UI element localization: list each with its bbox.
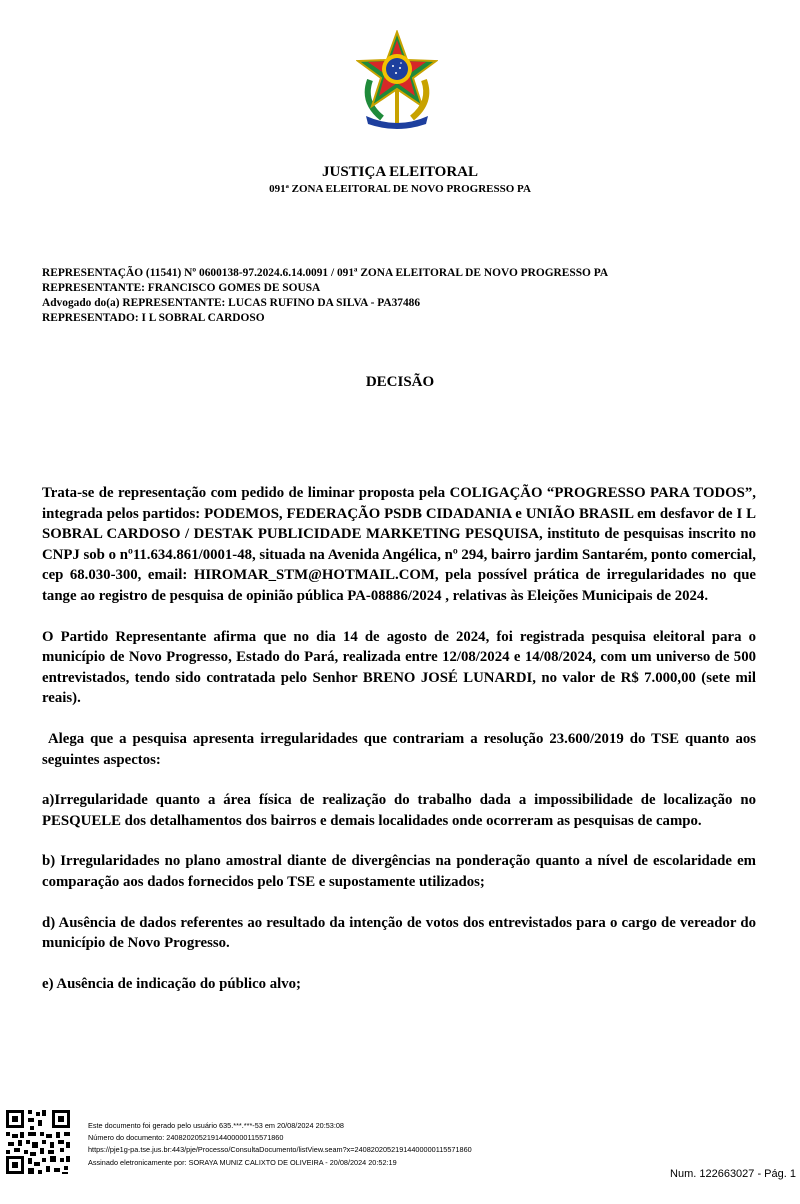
signature-info: Assinado eletronicamente por: SORAYA MUNIZ CALIXTO DE OLIVEIRA - 20/08/2024 20:52:19 <box>88 1157 397 1167</box>
paragraph: e) Ausência de indicação do público alvo; <box>42 975 301 992</box>
paragraph: d) Ausência de dados referentes ao resultado da intenção de votos dos entrevistados para o cargo de vereador do município de Novo Progresso. <box>42 914 756 952</box>
lawyer: Advogado do(a) REPRESENTANTE: LUCAS RUFINO DA SILVA - PA37486 <box>42 297 421 309</box>
paragraph: Alega que a pesquisa apresenta irregularidades que contrariam a resolução 23.600/2019 do TSE quanto aos seguintes aspectos: <box>42 730 760 768</box>
case-info <box>42 266 608 326</box>
case-number: REPRESENTAÇÃO (11541) Nº 0600138-97.2024.6.14.0091 / 091ª ZONA ELEITORAL DE NOVO PROGRESSO PA <box>42 267 609 279</box>
electoral-zone: 091ª ZONA ELEITORAL DE NOVO PROGRESSO PA <box>269 183 531 195</box>
paragraph: a)Irregularidade quanto a área física de realização do trabalho dada a impossibilidade de localização no PESQUELE dos detalhamentos dos bairros e demais localidades onde ocorreram as pesquisas de campo. <box>42 792 756 829</box>
paragraph: O Partido Representante afirma que no dia 14 de agosto de 2024, foi registrada pesquisa eleitoral para o município de Novo Progresso, Estado do Pará, realizada entre 12/08/2024 e 14/08/2024, com um universo de 500 entrevistados, tendo sido contratada pelo Senhor BRENO JOSÉ LUNARDI, no valor de R$ 7.000,00 (sete mil reais). <box>42 628 756 707</box>
paragraph: Trata-se de representação com pedido de liminar proposta pela COLIGAÇÃO “PROGRESSO PARA TODOS”, integrada pelos partidos: PODEMOS, FEDERAÇÃO PSDB CIDADANIA e UNIÃO BRASIL em desfavor de I L SOBRAL CARDOSO / DESTAK PUBLICIDADE MARKETING PESQUISA, instituto de pesquisas inscrito no CNPJ sob o nº11.634.861/0001-48, situada na Avenida Angélica, nº 294, bairro jardim Santarém, ponto comercial, cep 68.030-300, email: HIROMAR_STM@HOTMAIL.COM, pela possível prática de irregularidades no que tange ao registro de pesquisa de opinião pública PA-08886/2024 , relativas às Eleições Municipais de 2024. <box>42 485 756 604</box>
document-title: DECISÃO <box>365 374 435 390</box>
document-url[interactable]: https://pje1g-pa.tse.jus.br:443/pje/Processo/ConsultaDocumento/listView.seam?x=24082020521914400000115571860 <box>88 1145 472 1155</box>
court-name: JUSTIÇA ELEITORAL <box>321 164 479 180</box>
document-number: Número do documento: 24082020521914400000115571860 <box>88 1133 284 1143</box>
paragraph: b) Irregularidades no plano amostral diante de divergências na ponderação quanto a nível de escolaridade em comparação aos dados fornecidos pelo TSE e supostamente utilizados; <box>42 853 756 890</box>
qr-code-icon[interactable] <box>4 1108 72 1176</box>
document-footer <box>0 1100 800 1204</box>
footer-info <box>88 1120 472 1169</box>
page-number: Num. 122663027 - Pág. 1 <box>670 1168 796 1180</box>
brazil-coat-of-arms-icon <box>356 30 438 130</box>
represented: REPRESENTADO: I L SOBRAL CARDOSO <box>42 312 265 324</box>
generated-by: Este documento foi gerado pelo usuário 635.***.***-53 em 20/08/2024 20:53:08 <box>88 1121 344 1130</box>
representative: REPRESENTANTE: FRANCISCO GOMES DE SOUSA <box>42 282 321 294</box>
decision-body <box>42 483 760 1014</box>
